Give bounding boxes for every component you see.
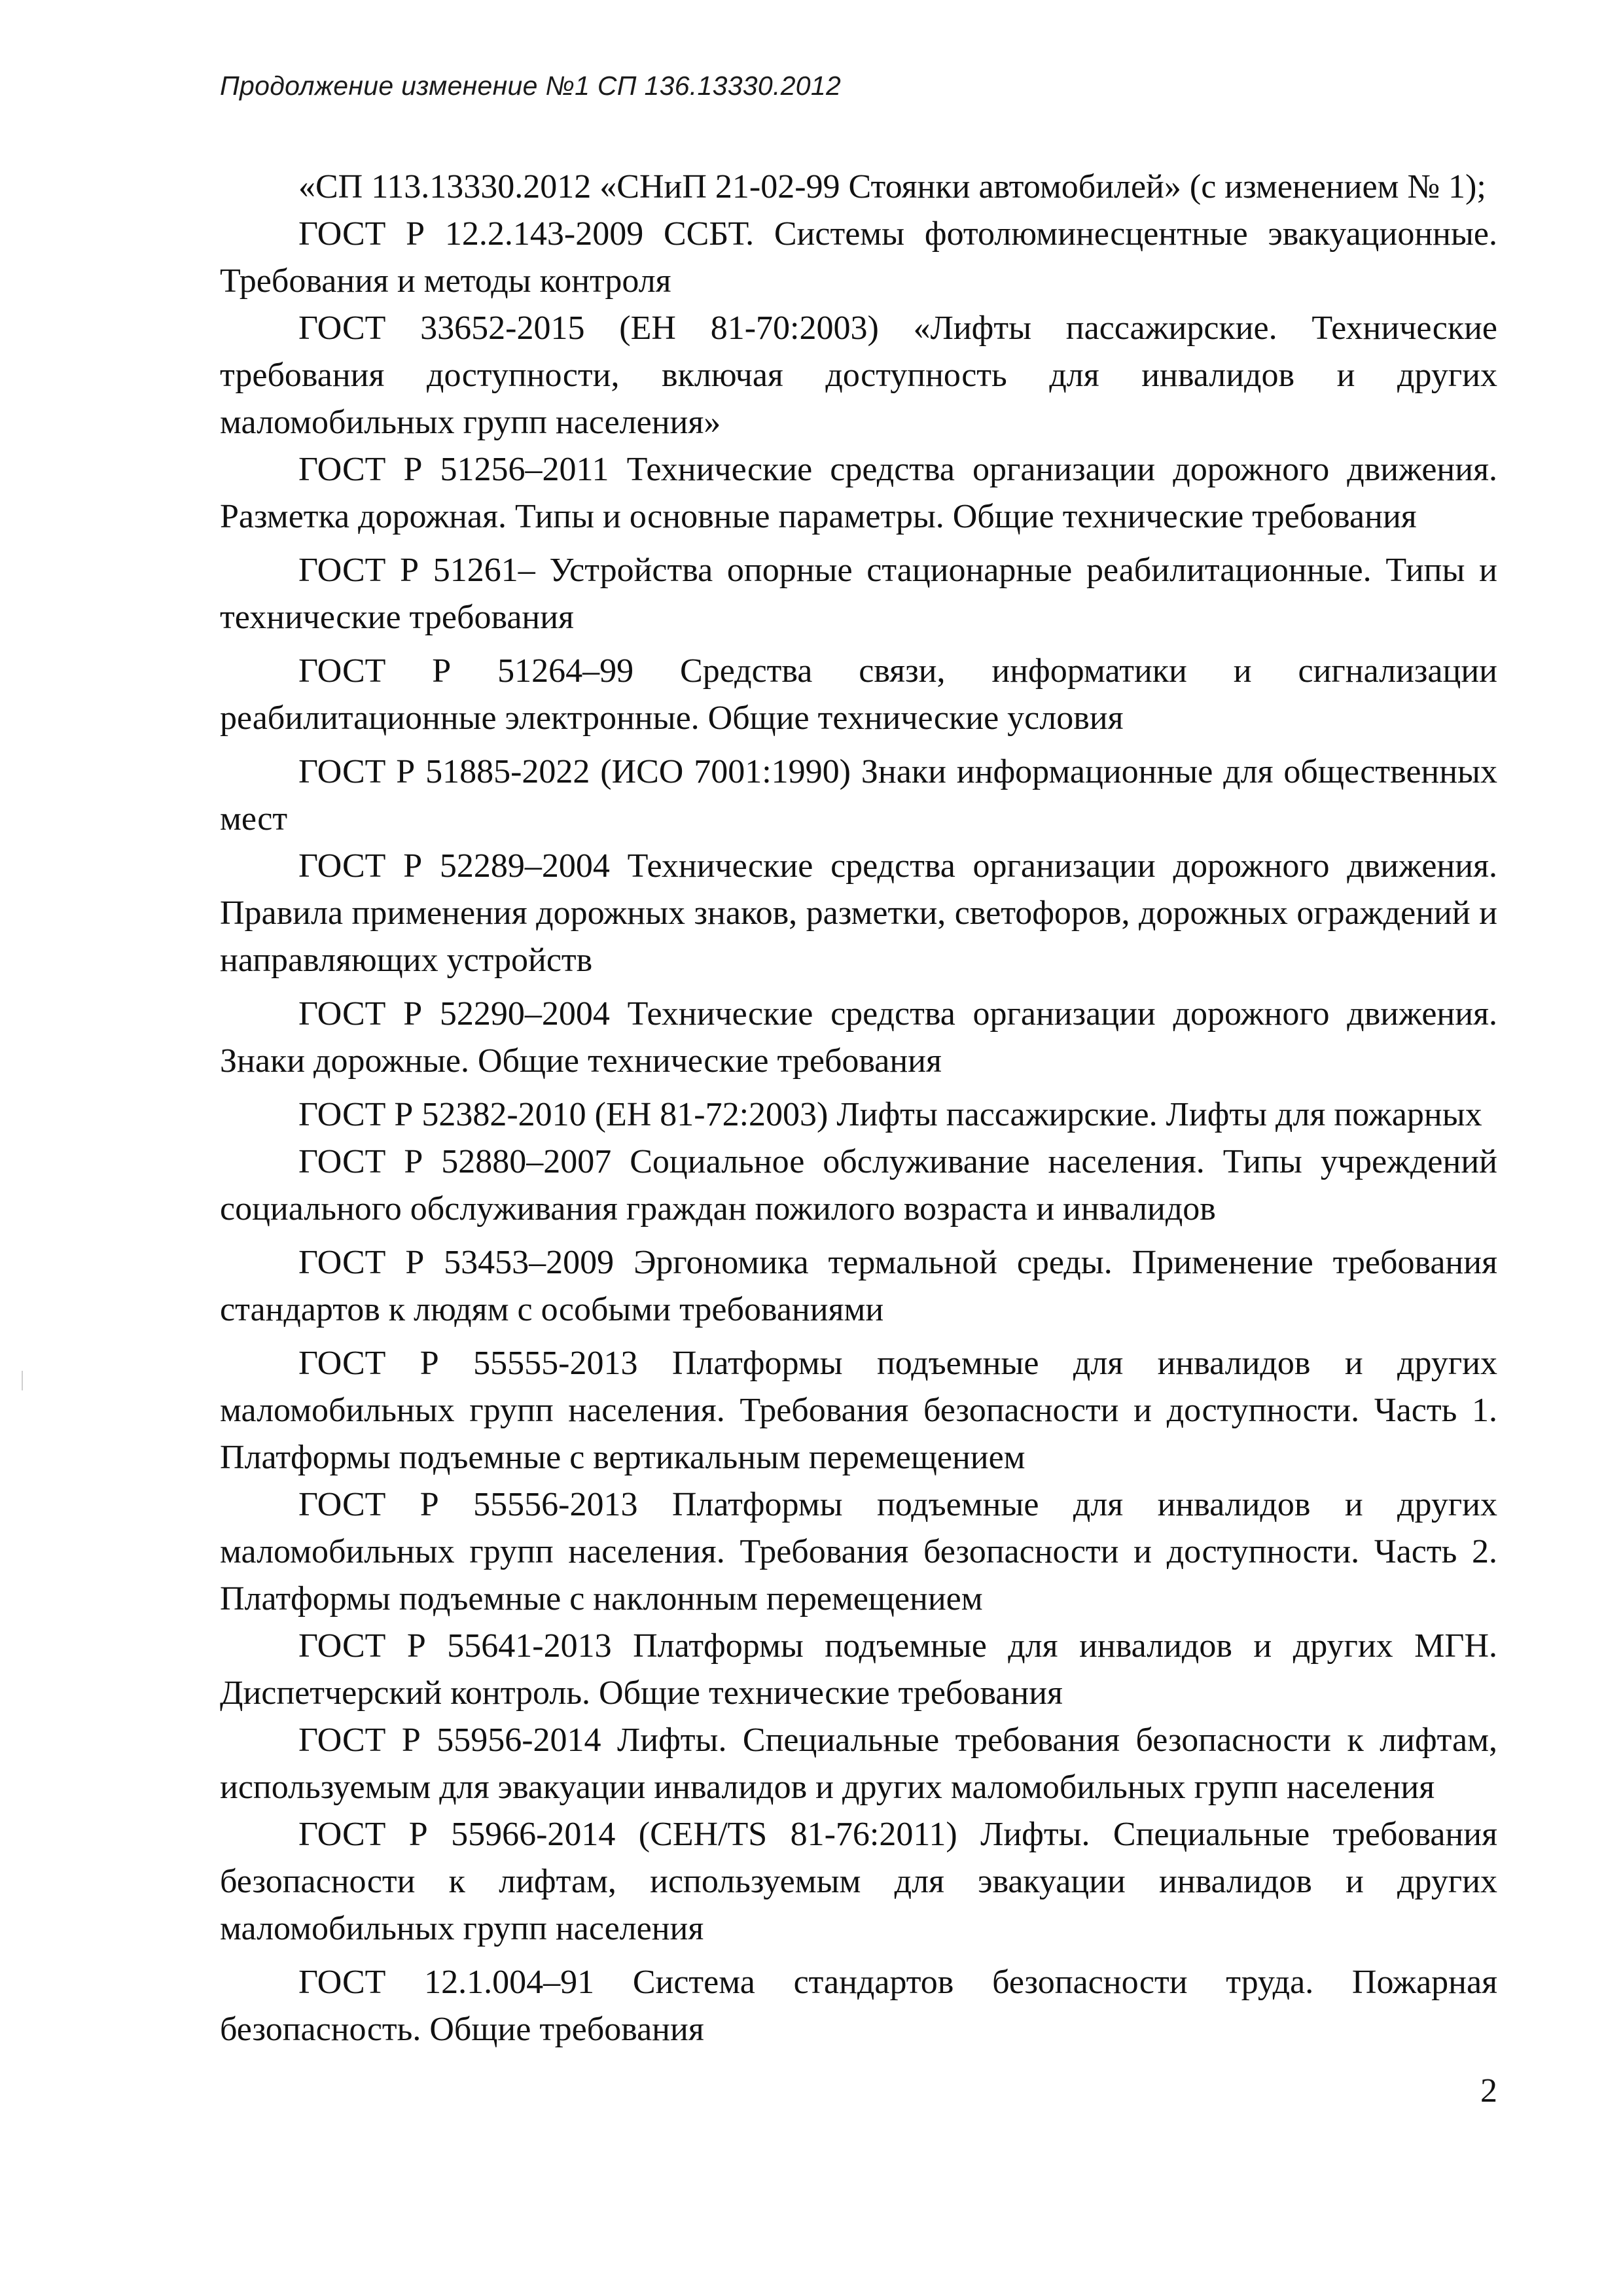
reference-entry: ГОСТ Р 52290–2004 Технические средства организации дорожного движения. Знаки дорожные. Общие технические требования [220, 995, 1497, 1080]
reference-entry: ГОСТ Р 12.2.143-2009 ССБТ. Системы фотолюминесцентные эвакуационные. Требования и методы контроля [220, 215, 1497, 300]
reference-entry: ГОСТ Р 52880–2007 Социальное обслуживание населения. Типы учреждений социального обслуживания граждан пожилого возраста и инвалидов [220, 1143, 1497, 1227]
reference-entry: ГОСТ 33652-2015 (EH 81-70:2003) «Лифты пассажирские. Технические требования доступности, включая доступность для инвалидов и других маломобильных групп населения» [220, 309, 1497, 441]
reference-entry: ГОСТ Р 52289–2004 Технические средства организации дорожного движения. Правила применения дорожных знаков, разметки, светофоров, дорожных ограждений и направляющих устройств [220, 847, 1497, 979]
reference-entry: ГОСТ Р 52382-2010 (EH 81-72:2003) Лифты пассажирские. Лифты для пожарных [298, 1096, 1482, 1133]
reference-entry: ГОСТ Р 51256–2011 Технические средства организации дорожного движения. Разметка дорожная. Типы и основные параметры. Общие технические требования [220, 451, 1497, 535]
reference-entry: ГОСТ Р 55556-2013 Платформы подъемные для инвалидов и других маломобильных групп населения. Требования безопасности и доступности. Часть 2. Платформы подъемные с наклонным перемещением [220, 1486, 1497, 1617]
running-header: Продолжение изменение №1 СП 136.13330.2012 [220, 71, 842, 101]
scan-artifact-mark [22, 1371, 23, 1390]
reference-entry: ГОСТ Р 51261– Устройства опорные стационарные реабилитационные. Типы и технические требования [220, 552, 1497, 636]
reference-entry: ГОСТ Р 51885-2022 (ИСО 7001:1990) Знаки информационные для общественных мест [220, 753, 1497, 838]
reference-entry: ГОСТ Р 55956-2014 Лифты. Специальные требования безопасности к лифтам, используемым для эвакуации инвалидов и других маломобильных групп населения [220, 1722, 1497, 1806]
normative-references-list [220, 164, 1497, 2053]
reference-entry: ГОСТ Р 55966-2014 (CEH/TS 81-76:2011) Лифты. Специальные требования безопасности к лифтам, используемым для эвакуации инвалидов и других маломобильных групп населения [220, 1816, 1497, 1947]
reference-entry: ГОСТ Р 55641-2013 Платформы подъемные для инвалидов и других МГН. Диспетчерский контроль. Общие технические требования [220, 1627, 1497, 1712]
reference-entry: ГОСТ Р 53453–2009 Эргономика термальной среды. Применение требования стандартов к людям с особыми требованиями [220, 1244, 1497, 1328]
reference-entry: ГОСТ Р 51264–99 Средства связи, информатики и сигнализации реабилитационные электронные. Общие технические условия [220, 652, 1497, 737]
reference-entry: ГОСТ Р 55555-2013 Платформы подъемные для инвалидов и других маломобильных групп населения. Требования безопасности и доступности. Часть 1. Платформы подъемные с вертикальным перемещением [220, 1345, 1497, 1476]
reference-entry: ГОСТ 12.1.004–91 Система стандартов безопасности труда. Пожарная безопасность. Общие требования [220, 1964, 1497, 2048]
reference-entry: «СП 113.13330.2012 «СНиП 21-02-99 Стоянки автомобилей» (с изменением № 1); [298, 168, 1486, 205]
page-number: 2 [1480, 2072, 1497, 2110]
